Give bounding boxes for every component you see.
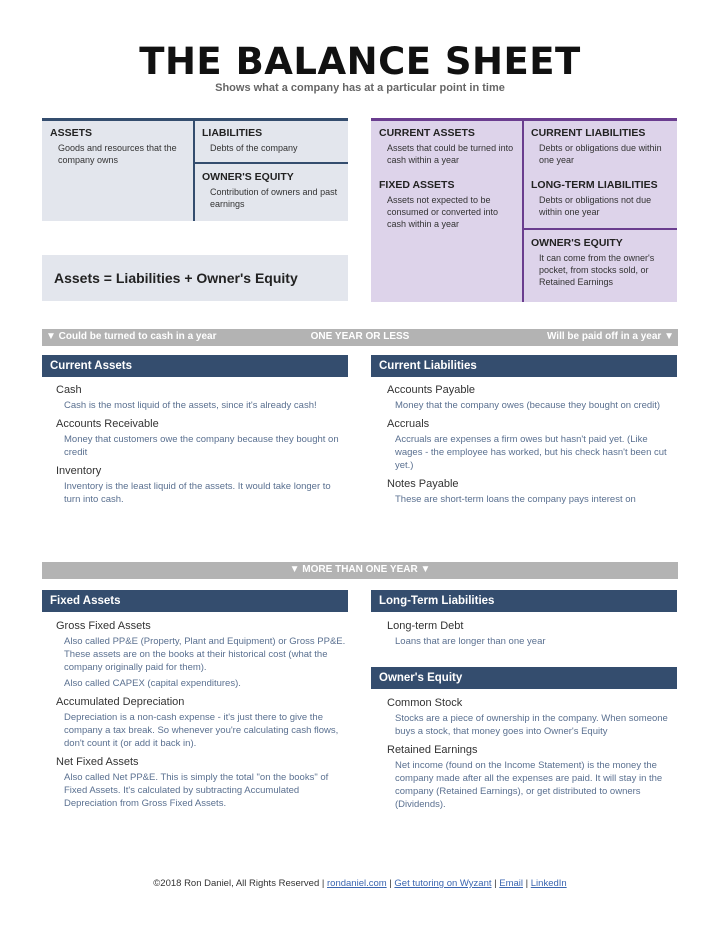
footer-copyright: ©2018 Ron Daniel, All Rights Reserved | [153,878,325,889]
footer-link-email[interactable]: Email [499,878,524,889]
line-item-term: Long-term Debt [387,620,464,632]
summary-long-term-liabilities [531,179,675,218]
summary-desc: Debts of the company [210,143,298,153]
summary-heading: CURRENT ASSETS [379,127,475,139]
line-item [56,620,346,690]
timeframe-right-label: Will be paid off in a year ▼ [546,331,674,342]
line-item-term: Cash [56,384,82,396]
line-item-desc: Depreciation is a non-cash expense - it's just there to give the company a tax break. So whenever you're calculating cash flows, don't count it (or add it back in). [64,712,339,749]
summary-heading: LIABILITIES [202,127,263,139]
summary-desc: Assets not expected to be consumed or converted into cash within a year [387,195,499,229]
section-header-current-liabilities: Current Liabilities [371,355,677,377]
section-owners-equity [387,697,677,817]
footer-separator: | [523,878,531,889]
summary-liabilities [202,127,344,154]
line-item-desc: Money that the company owes (because they bought on credit) [395,400,661,411]
section-header-long-term-liabilities: Long-Term Liabilities [371,590,677,612]
timeframe-bar-long [42,562,678,579]
line-item [387,418,673,472]
line-item-term: Gross Fixed Assets [56,620,151,632]
line-item [56,756,346,810]
timeframe-center-label: ONE YEAR OR LESS [310,331,410,342]
divider [524,228,677,230]
line-item-desc: Money that customers owe the company because they bought on credit [64,434,339,458]
line-item [387,478,673,506]
summary-desc: It can come from the owner's pocket, from stocks sold, or Retained Earnings [539,253,655,287]
line-item-desc: Net income (found on the Income Statement) is the money the company made after all the expenses are paid. It will stay in the company (Retained Earnings), or get distributed to owners (Dividends). [395,760,663,810]
footer-separator: | [386,878,395,889]
section-header-owners-equity: Owner's Equity [371,667,677,689]
line-item-term: Inventory [56,465,102,477]
section-header-current-assets: Current Assets [42,355,348,377]
section-long-term-liabilities [387,620,673,654]
summary-heading: CURRENT LIABILITIES [531,127,646,139]
section-fixed-assets [56,620,346,816]
footer-link-website[interactable]: rondaniel.com [327,878,387,889]
line-item-desc: Inventory is the least liquid of the assets. It would take longer to turn into cash. [64,481,331,505]
line-item-term: Net Fixed Assets [56,756,139,768]
line-item-desc: Stocks are a piece of ownership in the company. When someone buys a stock, that money goes into Owner's Equity [395,713,668,737]
footer-link-tutoring[interactable]: Get tutoring on Wyzant [394,878,492,889]
line-item [387,744,677,811]
divider [195,162,348,164]
summary-current-assets [379,127,517,166]
summary-assets [50,127,188,166]
summary-heading: FIXED ASSETS [379,179,455,191]
page-subtitle: Shows what a company has at a particular point in time [215,82,505,94]
summary-owners-equity-detail [531,237,675,288]
summary-desc: Debts or obligations due within one year [539,143,662,165]
summary-desc: Contribution of owners and past earnings [210,187,338,209]
timeframe-bar-short [42,329,678,346]
line-item-desc: Also called CAPEX (capital expenditures). [64,678,241,689]
summary-fixed-assets [379,179,517,230]
timeframe-center-label: ▼ MORE THAN ONE YEAR ▼ [289,564,431,575]
line-item [387,620,673,648]
summary-desc: Goods and resources that the company owns [58,143,177,165]
summary-desc: Assets that could be turned into cash within a year [387,143,514,165]
line-item-desc: Also called PP&E (Property, Plant and Equipment) or Gross PP&E. These assets are on the books at their historical cost (what the company originally paid for them). [64,636,346,673]
line-item-desc: Accruals are expenses a firm owes but hasn't paid yet. (Like wages - the employee has worked, but his check hasn't been cut yet.) [395,434,667,471]
summary-desc: Debts or obligations not due within one year [539,195,652,217]
line-item-term: Accounts Payable [387,384,476,396]
footer-separator: | [491,878,500,889]
divider [522,121,524,302]
line-item-term: Retained Earnings [387,744,478,756]
line-item [56,384,344,412]
line-item [387,697,677,738]
summary-heading: LONG-TERM LIABILITIES [531,179,658,191]
accounting-equation: Assets = Liabilities + Owner's Equity [42,255,348,301]
line-item-term: Accruals [387,418,430,430]
section-current-assets [56,384,344,512]
footer [0,878,720,889]
summary-owners-equity [202,171,344,210]
section-header-fixed-assets: Fixed Assets [42,590,348,612]
footer-link-linkedin[interactable]: LinkedIn [530,878,567,889]
line-item-desc: Also called Net PP&E. This is simply the total "on the books" of Fixed Assets. It's calculated by subtracting Accumulated Depreciation from Gross Fixed Assets. [64,772,329,809]
summary-heading: OWNER'S EQUITY [202,171,294,183]
line-item-term: Notes Payable [387,478,459,490]
summary-box-detail [371,118,677,302]
timeframe-left-label: ▼ Could be turned to cash in a year [46,331,217,342]
line-item-desc: Loans that are longer than one year [395,636,546,647]
section-current-liabilities [387,384,673,512]
line-item-desc: These are short-term loans the company pays interest on [395,494,636,505]
summary-heading: OWNER'S EQUITY [531,237,623,249]
line-item-term: Accumulated Depreciation [56,696,185,708]
line-item [387,384,673,412]
line-item [56,418,344,459]
summary-current-liabilities [531,127,675,166]
line-item-term: Accounts Receivable [56,418,159,430]
page-title: THE BALANCE SHEET [139,40,581,83]
line-item [56,465,344,506]
line-item-term: Common Stock [387,697,463,709]
line-item [56,696,346,750]
divider [193,121,195,221]
summary-box-main [42,118,348,221]
line-item-desc: Cash is the most liquid of the assets, since it's already cash! [64,400,317,411]
summary-heading: ASSETS [50,127,93,139]
